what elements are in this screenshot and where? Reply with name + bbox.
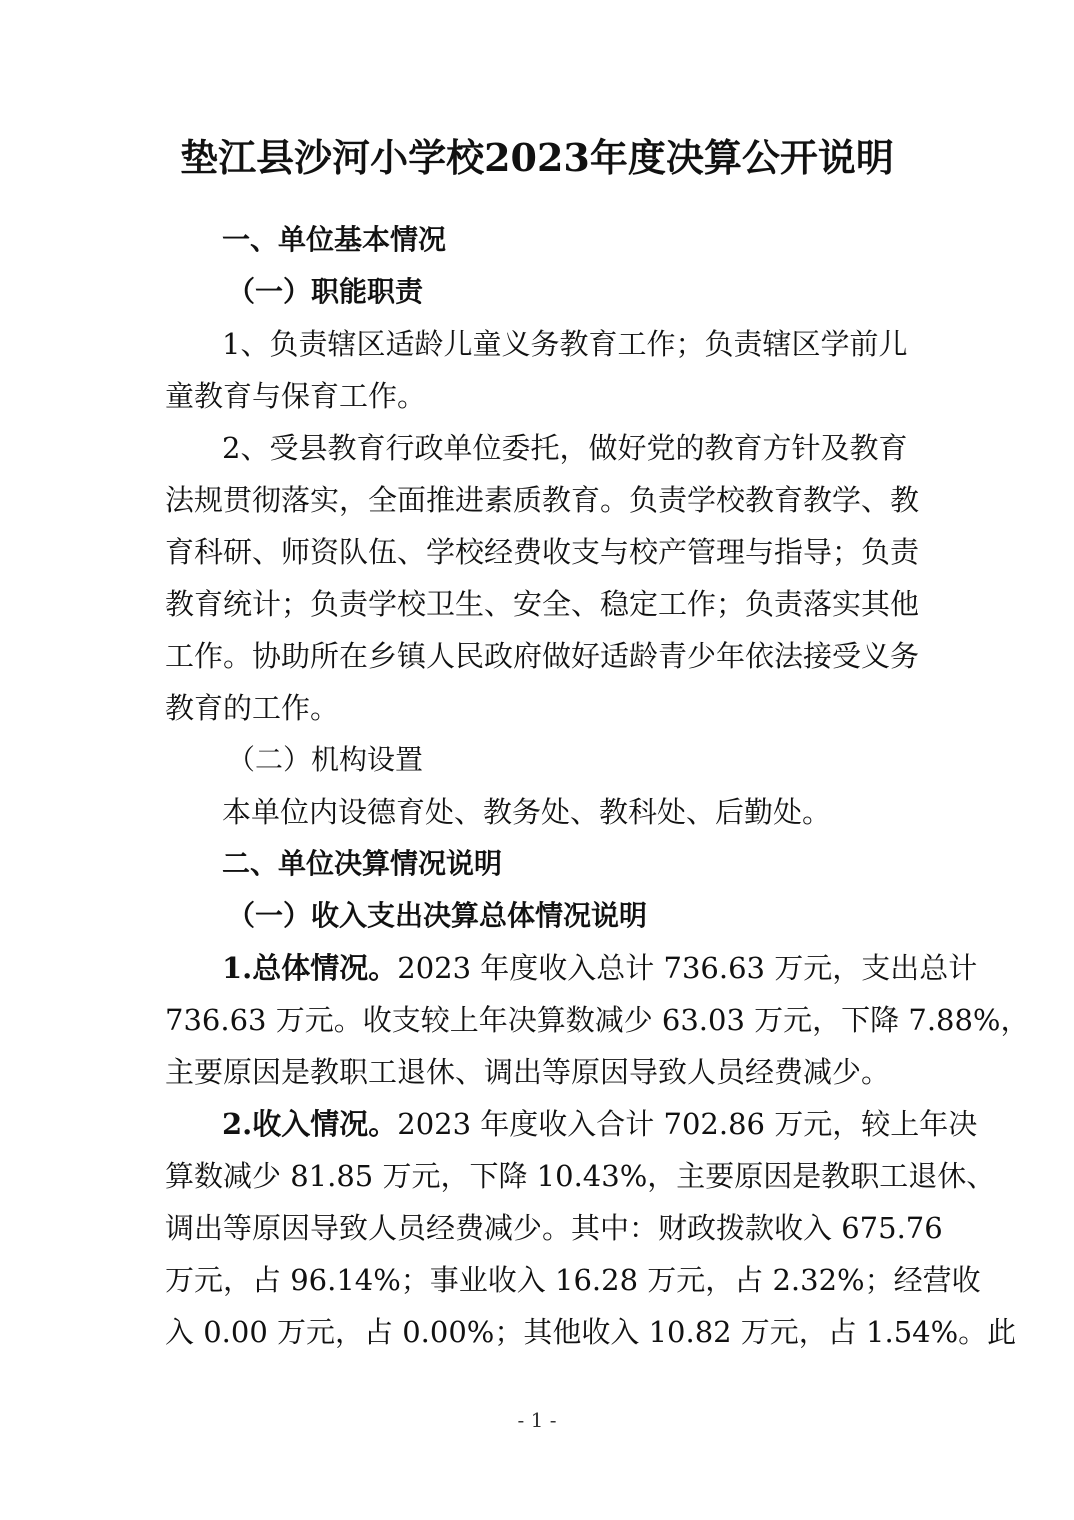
paragraph-line: 万元，占 96.14%；事业收入 16.28 万元，占 2.32%；经营收: [165, 1263, 981, 1297]
paragraph-line: 入 0.00 万元，占 0.00%；其他收入 10.82 万元，占 1.54%。此: [165, 1315, 1017, 1349]
paragraph-line: 工作。协助所在乡镇人民政府做好适龄青少年依法接受义务: [165, 639, 920, 673]
paragraph-line: 736.63 万元。收支较上年决算数减少 63.03 万元，下降 7.88%，: [165, 1003, 1030, 1037]
paragraph-line: 主要原因是教职工退休、调出等原因导致人员经费减少。: [165, 1055, 891, 1089]
page-title: 垫江县沙河小学校2023年度决算公开说明: [180, 135, 894, 180]
paragraph-line: 法规贯彻落实，全面推进素质教育。负责学校教育教学、教: [165, 483, 920, 517]
paragraph-line: [165, 1098, 978, 1150]
subsection-heading-duties: （一）职能职责: [227, 275, 424, 308]
paragraph-line: [165, 942, 978, 994]
paragraph-text: 2023 年度收入总计 736.63 万元，支出总计: [397, 951, 978, 985]
paragraph-line: 算数减少 81.85 万元，下降 10.43%，主要原因是教职工退休、: [165, 1159, 996, 1193]
section-heading-1: 一、单位基本情况: [222, 223, 447, 256]
paragraph-lead: 1.总体情况。: [222, 951, 398, 985]
paragraph-line: 本单位内设德育处、教务处、教科处、后勤处。: [222, 795, 832, 829]
subsection-heading-summary: （一）收入支出决算总体情况说明: [227, 899, 648, 932]
paragraph-lead: 2.收入情况。: [222, 1107, 398, 1141]
paragraph-line: 教育统计；负责学校卫生、安全、稳定工作；负责落实其他: [165, 587, 920, 621]
document-body: [165, 214, 1030, 1358]
page-number: - 1 -: [517, 1408, 557, 1432]
section-heading-2: 二、单位决算情况说明: [222, 847, 503, 880]
paragraph-line: 教育的工作。: [165, 691, 340, 725]
paragraph-line: 调出等原因导致人员经费减少。其中：财政拨款收入 675.76: [165, 1211, 943, 1245]
paragraph-line: 育科研、师资队伍、学校经费收支与校产管理与指导；负责: [165, 535, 920, 569]
paragraph-line: 2、受县教育行政单位委托，做好党的教育方针及教育: [222, 431, 908, 465]
subsection-heading-structure: （二）机构设置: [227, 743, 424, 776]
paragraph-line: 1、负责辖区适龄儿童义务教育工作；负责辖区学前儿: [222, 327, 908, 361]
paragraph-line: 童教育与保育工作。: [165, 379, 427, 413]
paragraph-text: 2023 年度收入合计 702.86 万元，较上年决: [397, 1107, 978, 1141]
